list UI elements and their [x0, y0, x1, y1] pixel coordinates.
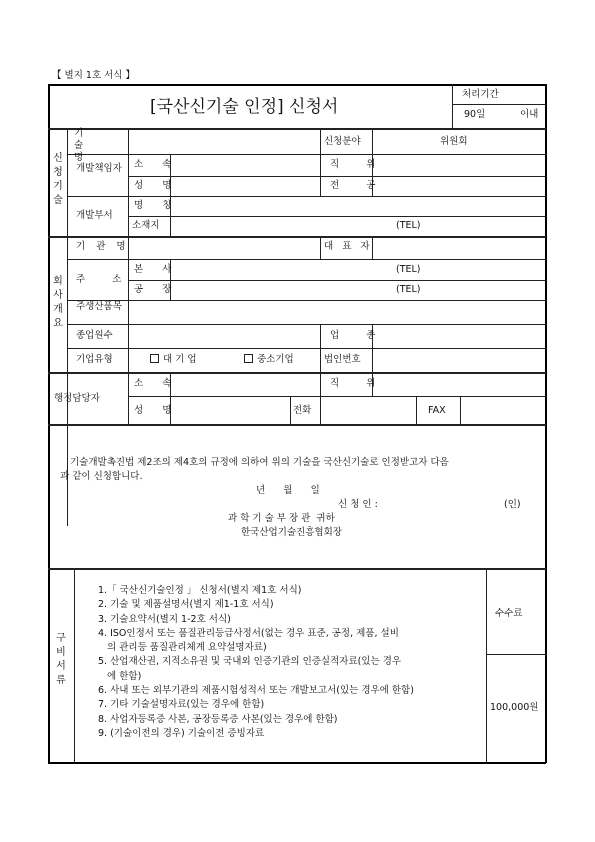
fee-label: 수수료	[495, 608, 523, 619]
affiliation-label: 소 속	[134, 159, 180, 170]
dev-manager-label: 개발책임자	[76, 163, 122, 174]
documents-section-label: 구비서류	[56, 633, 66, 686]
docs-fee-divider	[486, 568, 487, 762]
large-company-checkbox[interactable]	[150, 354, 159, 363]
major-label: 전 공	[330, 180, 388, 191]
frame-top	[48, 84, 546, 86]
co-row-line-4	[67, 324, 545, 325]
processing-days: 90일	[464, 109, 486, 120]
head-office-label: 본 사	[134, 264, 180, 275]
name-label: 성 명	[134, 180, 180, 191]
rep-label: 대 표 자	[324, 241, 373, 252]
fee-value: 100,000원	[490, 702, 539, 713]
document-item: 8. 사업자등록증 사본, 공장등록증 사본(있는 경우에 한함)	[98, 713, 338, 725]
biz-no-label: 법인번호	[324, 354, 361, 365]
document-item: 의 관리등 품질관리체계 요약설명자료)	[98, 642, 267, 654]
tech-row-line-4	[128, 216, 545, 217]
admin-section-label: 행정담당자	[54, 393, 100, 404]
tech-field-value: 위원회	[440, 136, 468, 147]
dept-name-label: 명 칭	[134, 200, 180, 211]
co-col-line-5	[320, 324, 321, 372]
address-label: 주 소	[76, 274, 134, 285]
recipient: 과 학 기 술 부 장 관 귀하	[228, 513, 335, 524]
factory-tel: (TEL)	[396, 284, 421, 295]
co-row-line-1	[67, 259, 545, 260]
factory-label: 공 장	[134, 284, 180, 295]
position-label: 직 위	[330, 159, 388, 170]
admin-name-label: 성 명	[134, 405, 180, 416]
tech-row-line-1	[67, 154, 545, 155]
main-products-label: 주생산품목	[76, 301, 122, 312]
document-item: 3. 기술요약서(별지 1-2호 서식)	[98, 613, 231, 625]
document-item: 2. 기술 및 제품설명서(별지 제1-1호 서식)	[98, 599, 274, 611]
applicant-label: 신 청 인 :	[338, 499, 378, 510]
document-item: 에 한함)	[98, 670, 142, 682]
docs-label-divider	[74, 568, 75, 762]
sme-checkbox[interactable]	[244, 354, 253, 363]
large-company-option[interactable]	[150, 354, 197, 366]
document-item: 6. 사내 또는 외부기관의 제품시험성적서 또는 개발보고서(있는 경우에 한함)	[98, 685, 414, 697]
processing-divider	[452, 84, 453, 128]
company-type-label: 기업유형	[76, 354, 113, 365]
tech-field-label: 신청분야	[324, 136, 361, 147]
tech-col-line-3	[320, 128, 321, 196]
declaration-line-1: 기술개발촉진법 제2조의 제4호의 규정에 의하여 위의 기술을 국산신기술로 인정받고자 다음	[70, 457, 449, 468]
document-item: 4. ISO인정서 또는 품질관리등급사정서(없는 경우 표준, 공정, 제품, 설비	[98, 627, 399, 639]
tech-section-bottom	[48, 236, 546, 238]
co-section-bottom	[48, 372, 546, 374]
tech-name-label: 기 술 명	[74, 128, 94, 163]
applicant-seal: (인)	[504, 499, 521, 510]
processing-suffix: 이내	[520, 109, 539, 120]
agency: 한국산업기술진흥협회장	[241, 527, 342, 538]
section-label-divider	[67, 128, 68, 526]
admin-col-line-3	[320, 372, 321, 396]
employees-label: 종업원수	[76, 330, 113, 341]
dev-dept-label: 개발부서	[76, 210, 113, 221]
declaration-line-2: 과 같이 신청합니다.	[60, 471, 143, 482]
co-col-line-1	[128, 236, 129, 372]
admin-affiliation-label: 소 속	[134, 378, 180, 389]
tech-row-line-3	[67, 196, 545, 197]
company-section-label: 회사개요	[53, 276, 63, 329]
industry-label: 업 종	[330, 330, 388, 341]
page-title: [국산신기술 인정] 신청서	[150, 97, 339, 117]
tech-row-line-2	[128, 176, 545, 177]
dept-tel: (TEL)	[396, 220, 421, 231]
declaration-date: 년 월 일	[256, 485, 320, 496]
processing-label: 처리기간	[462, 89, 499, 100]
admin-phone-label: 전화	[293, 405, 312, 416]
co-row-line-3	[67, 300, 545, 301]
tech-col-line-1	[128, 128, 129, 236]
documents-list	[98, 584, 483, 741]
admin-col-line-5	[290, 396, 291, 424]
admin-col-line-8	[460, 396, 461, 424]
form-tag: 【 별지 1호 서식 】	[52, 70, 136, 81]
admin-col-line-6	[320, 396, 321, 424]
co-row-line-2	[128, 280, 545, 281]
document-item: 1.「 국산신기술인정 」 신청서(별지 제1호 서식)	[98, 585, 302, 596]
admin-col-line-1	[128, 372, 129, 424]
document-item: 9. (기술이전의 경우) 기술이전 증빙자료	[98, 727, 265, 739]
tech-section-label: 신청기술	[53, 153, 63, 206]
fee-hline	[486, 654, 546, 655]
admin-row-line	[128, 396, 545, 397]
co-col-line-3	[320, 236, 321, 259]
admin-col-line-7	[416, 396, 417, 424]
org-name-label: 기 관 명	[76, 241, 130, 252]
admin-fax-label: FAX	[428, 405, 446, 416]
large-company-text: 대 기 업	[163, 354, 197, 365]
document-item: 5. 산업재산권, 지적소유권 및 국내외 인증기관의 인증실적자료(있는 경우	[98, 656, 402, 668]
sme-option[interactable]	[244, 354, 294, 366]
dept-location-label: 소재지	[132, 220, 160, 231]
frame-bottom	[48, 762, 546, 764]
admin-position-label: 직 위	[330, 378, 388, 389]
co-row-line-5	[67, 348, 545, 349]
admin-section-bottom	[48, 424, 546, 426]
declaration-bottom	[48, 568, 546, 570]
sme-text: 중소기업	[257, 354, 294, 365]
processing-hline	[452, 104, 546, 105]
document-item: 7. 기타 기술설명자료(있는 경우에 한함)	[98, 699, 265, 711]
head-office-tel: (TEL)	[396, 264, 421, 275]
